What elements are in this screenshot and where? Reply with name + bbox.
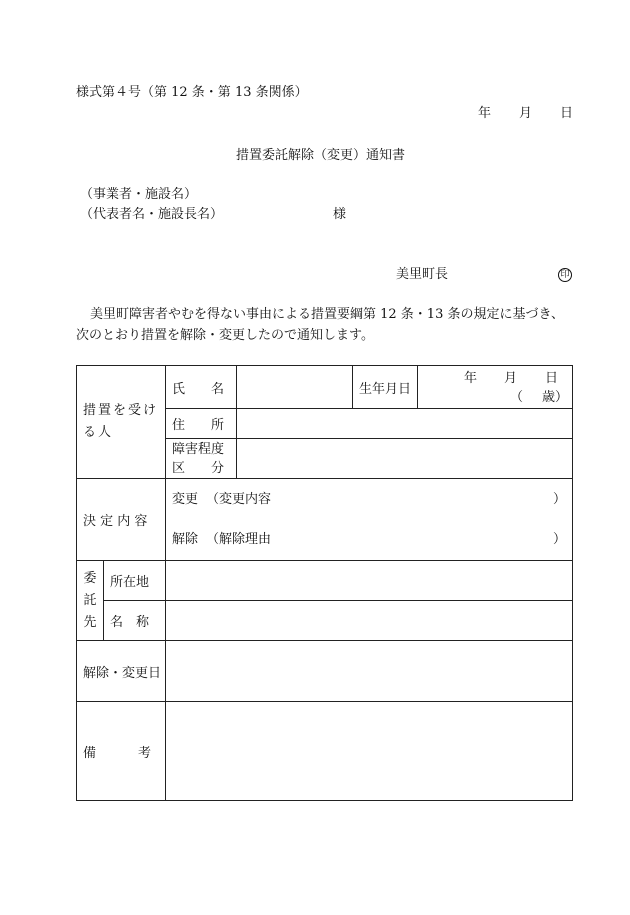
body-text-line2: 次のとおり措置を解除・変更したので通知します。	[76, 328, 374, 343]
consignee-name-input-field[interactable]	[166, 601, 573, 641]
person-section-label: 措置を受ける人	[83, 403, 159, 440]
consignee-name-label: 名 称	[110, 615, 150, 630]
cancel-label: 解除	[172, 532, 199, 547]
person-section-label-cell	[77, 366, 166, 479]
remarks-label-cell	[77, 702, 166, 801]
age-unit: 歳）	[542, 390, 569, 405]
form-number: 様式第４号（第 12 条・第 13 条関係）	[76, 85, 308, 100]
disability-label-2: 区 分	[172, 460, 225, 476]
location-input-field[interactable]	[166, 561, 573, 601]
cancel-change-date-field[interactable]	[166, 641, 573, 702]
consignee-label-3: 先	[83, 614, 97, 630]
birth-month-unit: 月	[504, 371, 518, 386]
disability-label-cell	[166, 439, 237, 479]
birth-year-unit: 年	[464, 371, 478, 386]
disability-label-1: 障害程度	[172, 441, 225, 457]
location-label-cell	[104, 561, 166, 601]
name-label-cell	[166, 366, 237, 409]
date-month-label: 月	[519, 106, 533, 121]
date-day-label: 日	[560, 106, 574, 121]
decision-label: 決 定 内 容	[83, 514, 148, 529]
consignee-label-2: 託	[83, 592, 97, 608]
birth-day-unit: 日	[545, 371, 559, 386]
cancel-close-paren: ）	[553, 532, 567, 547]
consignee-label-1: 委	[83, 570, 97, 586]
remarks-input-field[interactable]	[166, 702, 573, 801]
address-input-field[interactable]	[237, 409, 573, 439]
date-year-label: 年	[478, 106, 492, 121]
body-text-line1: 美里町障害者やむを得ない事由による措置要綱第 12 条・13 条の規定に基づき、	[90, 307, 564, 322]
issuer-name: 美里町長	[396, 267, 449, 282]
cancel-detail-label: （解除理由	[206, 532, 272, 547]
remarks-label-2: 考	[138, 745, 152, 761]
addressee-line2: （代表者名・施設長名）	[80, 207, 224, 222]
decision-label-cell	[77, 479, 166, 561]
date-row-label: 解除・変更日	[83, 665, 162, 681]
name-input-field[interactable]	[237, 366, 353, 409]
birth-label: 生年月日	[359, 381, 412, 397]
address-label-cell	[166, 409, 237, 439]
notice-form-table	[76, 365, 573, 801]
change-detail-label: （変更内容	[206, 492, 272, 507]
addressee-line1: （事業者・施設名）	[80, 187, 198, 202]
age-open-paren: （	[510, 390, 524, 405]
consignee-name-label-cell	[104, 601, 166, 641]
birthdate-input-field[interactable]	[418, 366, 573, 409]
remarks-label-1: 備	[83, 745, 97, 761]
change-label: 変更	[172, 492, 199, 507]
seal-mark	[558, 267, 572, 282]
address-label: 住 所	[172, 418, 225, 433]
document-title: 措置委託解除（変更）通知書	[236, 148, 406, 163]
decision-content-field[interactable]	[166, 479, 573, 561]
disability-input-field[interactable]	[237, 439, 573, 479]
change-close-paren: ）	[553, 492, 567, 507]
birth-label-cell	[353, 366, 418, 409]
name-label: 氏 名	[172, 381, 225, 397]
addressee-honorific: 様	[333, 207, 347, 222]
seal-icon: 印	[558, 268, 572, 282]
location-label: 所在地	[110, 575, 150, 590]
date-row-label-cell	[77, 641, 166, 702]
consignee-label-cell	[77, 561, 104, 641]
